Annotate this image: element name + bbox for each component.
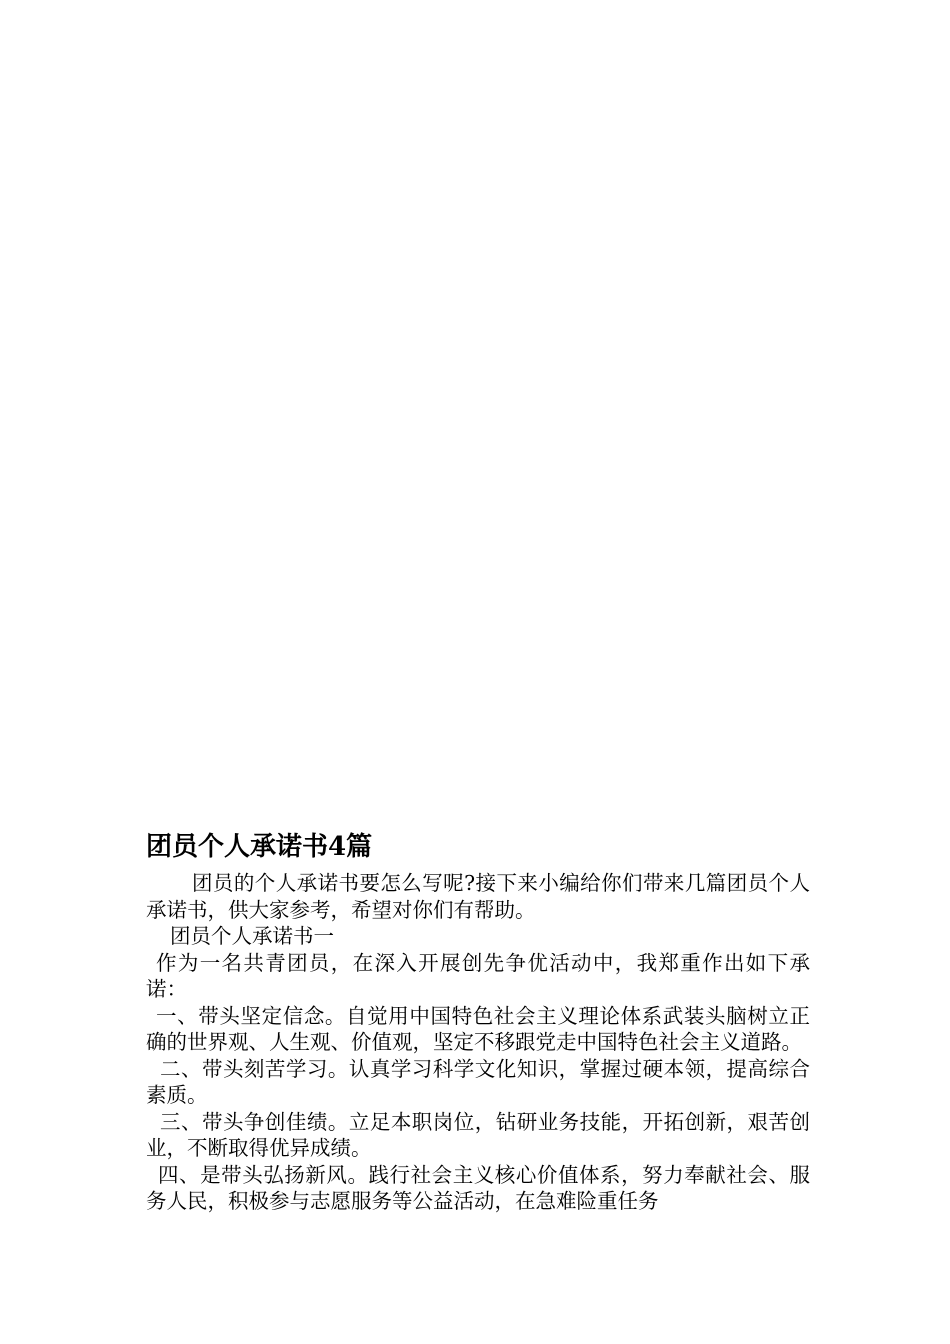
- pledge-item-1: 一、带头坚定信念。自觉用中国特色社会主义理论体系武装头脑树立正确的世界观、人生观、价值观，坚定不移跟党走中国特色社会主义道路。: [146, 1003, 810, 1054]
- intro-paragraph: 团员的个人承诺书要怎么写呢?接下来小编给你们带来几篇团员个人承诺书，供大家参考，希望对你们有帮助。: [146, 871, 810, 922]
- document-title: 团员个人承诺书4篇: [146, 832, 373, 862]
- document-content: [146, 828, 810, 1215]
- pledge-item-3: 三、带头争创佳绩。立足本职岗位，钻研业务技能，开拓创新，艰苦创业，不断取得优异成绩。: [146, 1109, 810, 1160]
- pledge-opening-paragraph: 作为一名共青团员，在深入开展创先争优活动中，我郑重作出如下承诺：: [146, 950, 810, 1001]
- section-heading: 团员个人承诺书一: [170, 924, 334, 948]
- document-body: [146, 870, 810, 1215]
- pledge-item-2: 二、带头刻苦学习。认真学习科学文化知识，掌握过硬本领，提高综合素质。: [146, 1056, 810, 1107]
- pledge-item-4: 四、是带头弘扬新风。践行社会主义核心价值体系，努力奉献社会、服务人民，积极参与志愿服务等公益活动，在急难险重任务: [146, 1162, 810, 1213]
